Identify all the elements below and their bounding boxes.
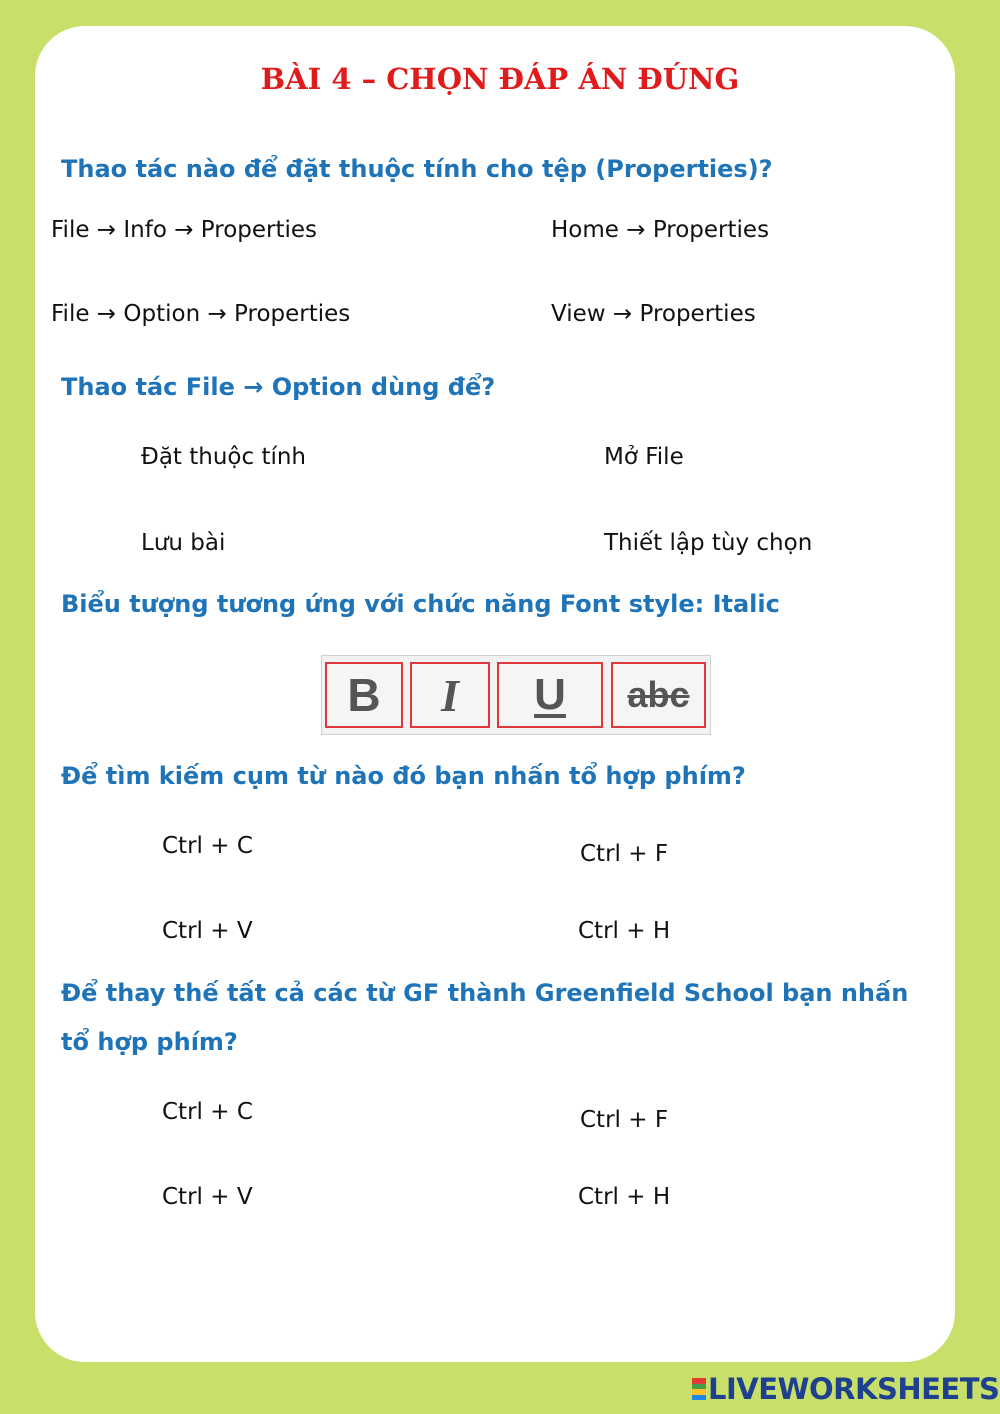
answer-option[interactable]: Ctrl + V [162, 918, 253, 944]
answer-option[interactable]: Home → Properties [551, 217, 770, 243]
question-1: Thao tác nào để đặt thuộc tính cho tệp (Properties)? [61, 155, 773, 183]
underline-icon-button[interactable] [497, 662, 603, 728]
strikethrough-icon-button[interactable] [611, 662, 706, 728]
answer-option[interactable]: Mở File [604, 444, 684, 470]
answer-option[interactable]: Thiết lập tùy chọn [604, 530, 813, 556]
answer-option[interactable]: Ctrl + F [580, 1107, 669, 1133]
bold-icon-button[interactable] [325, 662, 403, 728]
question-5-line-2: tổ hợp phím? [61, 1028, 238, 1056]
liveworksheets-logo-icon [692, 1378, 706, 1400]
italic-icon: I [441, 669, 459, 721]
answer-option[interactable]: File → Info → Properties [51, 217, 318, 243]
font-style-icon-strip [321, 655, 711, 735]
question-5-line-1: Để thay thế tất cả các từ GF thành Greenfield School bạn nhấn [61, 979, 909, 1007]
answer-option[interactable]: Ctrl + C [162, 1099, 253, 1125]
answer-option[interactable]: View → Properties [551, 301, 756, 327]
page-title: BÀI 4 – CHỌN ĐÁP ÁN ĐÚNG [260, 62, 740, 96]
question-2: Thao tác File → Option dùng để? [61, 373, 496, 401]
question-4: Để tìm kiếm cụm từ nào đó bạn nhấn tổ hợp phím? [61, 762, 746, 790]
answer-option[interactable]: Lưu bài [141, 530, 226, 556]
question-3: Biểu tượng tương ứng với chức năng Font style: Italic [61, 590, 780, 618]
logo-stripe [692, 1395, 706, 1401]
answer-option[interactable]: Ctrl + V [162, 1184, 253, 1210]
answer-option[interactable]: Ctrl + H [578, 1184, 671, 1210]
answer-option[interactable]: Đặt thuộc tính [141, 444, 307, 470]
answer-option[interactable]: Ctrl + H [578, 918, 671, 944]
answer-option[interactable]: Ctrl + F [580, 841, 669, 867]
answer-option[interactable]: Ctrl + C [162, 833, 253, 859]
italic-icon-button[interactable] [410, 662, 490, 728]
strikethrough-icon: abc [627, 674, 690, 715]
underline-icon: U [534, 670, 566, 719]
bold-icon: B [347, 669, 381, 721]
answer-option[interactable]: File → Option → Properties [51, 301, 351, 327]
liveworksheets-logo[interactable]: LIVEWORKSHEETS [708, 1372, 1000, 1406]
